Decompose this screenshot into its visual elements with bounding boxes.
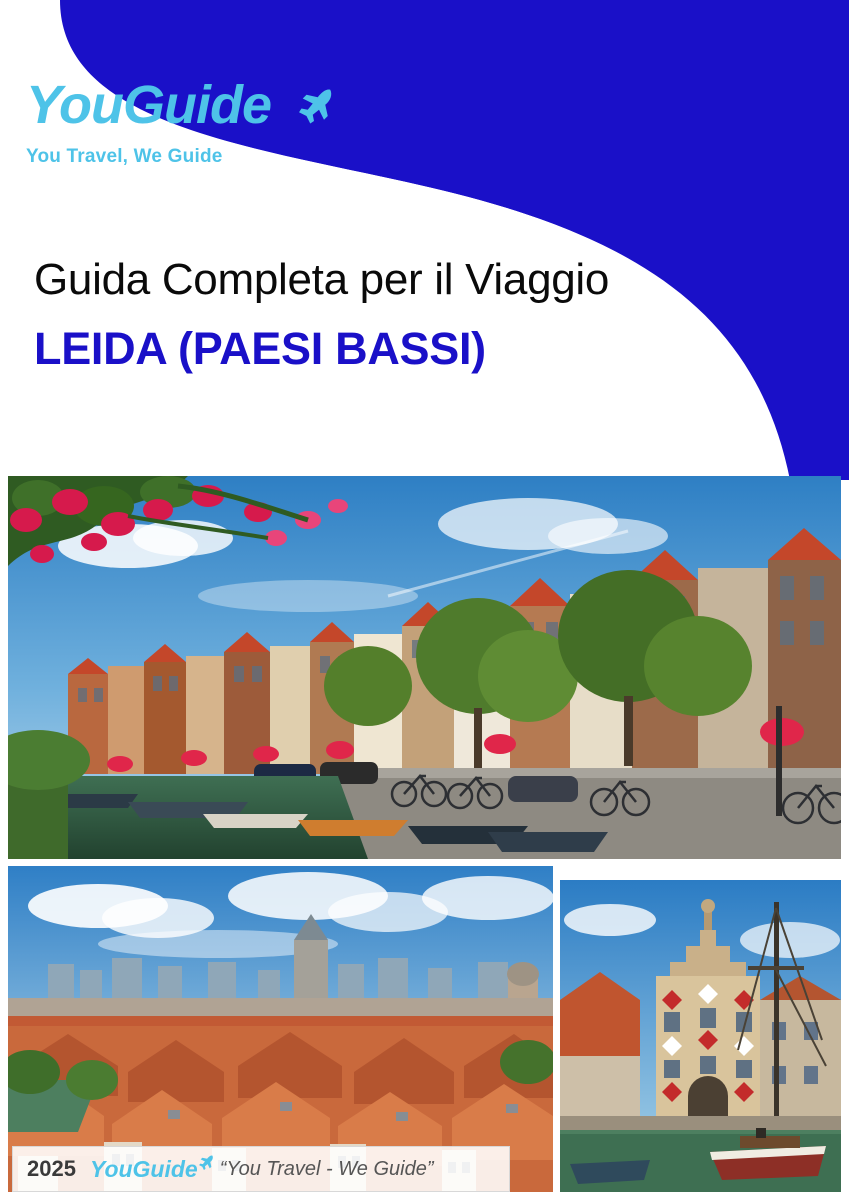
airplane-icon [197,1154,214,1171]
page-title: Guida Completa per il Viaggio [34,255,610,304]
footer-slogan: “You Travel - We Guide” [219,1157,434,1180]
footer-year: 2025 [27,1156,76,1181]
logo-wordmark [26,75,271,135]
footer-logo-text-guide: Guide [132,1155,198,1182]
image-gable-house-boat [560,880,841,1192]
footer-logo [90,1156,198,1183]
airplane-icon [294,86,334,126]
brand-logo [26,75,271,168]
logo-tagline: You Travel, We Guide [26,146,223,167]
cover-title-block [0,255,790,373]
footer-logo-text-you: You [89,1155,133,1182]
logo-text-you: You [26,75,123,135]
hero-image-canal-street [8,476,841,859]
image-city-rooftops [8,866,553,1192]
logo-text-guide: Guide [122,75,271,135]
header-blue-curve [0,0,849,480]
page-subtitle: LEIDA (PAESI BASSI) [34,322,486,374]
footer-badge [12,1146,510,1192]
